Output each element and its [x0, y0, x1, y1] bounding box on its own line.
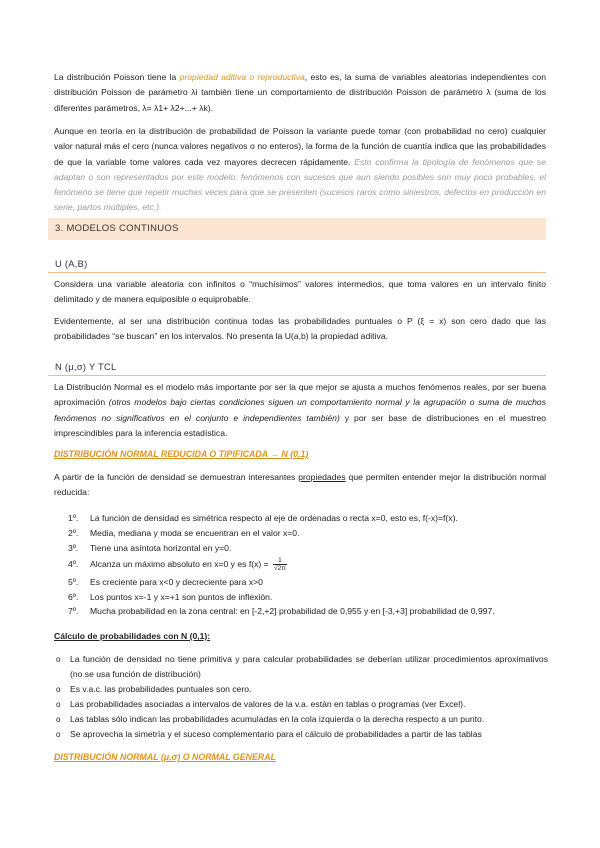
normal-heading-rule	[48, 375, 546, 376]
normal-p1-a: La Distribución Normal es el modelo más importante por ser la que mejor se ajusta a muchos fenómenos reales, por ser buena aproximación	[54, 382, 546, 408]
list-item	[56, 712, 548, 727]
p2-gray-note: Esto confirma la tipología de fenómenos que se adaptan o son representados por este modelo: fenómenos con sucesos que aun siendo posibles son muy poco probables, el fenómeno se tiene que repetir muchas veces para que se presenten (sucesos raros como siniestros, defectos en producción en serie, partos múltiples, etc.).	[54, 156, 546, 213]
list-item	[56, 682, 548, 697]
property-item	[68, 513, 458, 523]
list-item	[56, 652, 548, 683]
poisson-additive-paragraph	[54, 70, 546, 116]
property-number: 4º.	[68, 558, 79, 569]
bullet-icon: o	[56, 685, 61, 694]
property-number: 6º.	[68, 592, 79, 602]
property-number: 7º.	[68, 606, 79, 616]
property-item	[68, 557, 287, 572]
property-text: Tiene una asíntota horizontal en y=0.	[90, 543, 232, 553]
property-text: Alcanza un máximo absoluto en x=0 y es f(x) =	[90, 558, 272, 569]
property-item	[68, 543, 231, 553]
list-item-text: Se aprovecha la simetría y el suceso complementario para el cálculo de probabilidades a partir de las tablas	[70, 729, 482, 739]
property-text: Media, mediana y moda se encuentran en el valor x=0.	[90, 528, 300, 538]
poisson-theory-paragraph	[54, 124, 546, 216]
uniform-p1: Considera una variable aleatoria con infinitos o “muchísimos” valores intermedios, que toma valores en un intervalo finito delimitado y de manera equiposible o equiprobable.	[54, 279, 546, 305]
property-text: Mucha probabilidad en la zona central: en [-2,+2] probabilidad de 0,955 y en [-3,+3] probabilidad de 0,997.	[90, 606, 495, 616]
normal-paragraph	[54, 380, 546, 441]
list-item-text: La función de densidad no tiene primitiva y para calcular probabilidades se deberían utilizar procedimientos aproximativos (no se usa función de distribución)	[70, 654, 548, 680]
bullet-icon: o	[56, 700, 61, 709]
property-text: La función de densidad es simétrica respecto al eje de ordenadas o recta x=0, esto es, f(-x)=f(x).	[90, 513, 458, 523]
p1-text-a: La distribución Poisson tiene la	[54, 72, 180, 82]
bullet-icon: o	[56, 655, 61, 664]
calc-heading: Cálculo de probabilidades con N (0,1):	[54, 631, 211, 641]
uniform-p2: Evidentemente, al ser una distribución continua todas las probabilidades puntuales o P (ξ = x) son cero dado que las probabilidades “se buscan” en los intervalos. No presenta la U(a,b) la propiedad aditiva.	[54, 316, 546, 342]
density-max-fraction	[273, 557, 287, 572]
std-intro-a: A partir de la función de densidad se demuestran interesantes	[54, 472, 299, 482]
std-intro-b: que permiten entender mejor la distribución normal reducida:	[54, 472, 547, 498]
list-item-text: Las probabilidades asociadas a intervalos de valores de la v.a. están en tablas o programas (ver Excel).	[70, 699, 466, 709]
additive-property-link[interactable]: propiedad aditiva o reproductiva	[179, 72, 305, 82]
property-number: 2º.	[68, 528, 79, 538]
list-item-text: Las tablas sólo indican las probabilidades acumuladas en la cola izquierda o la derecha respecto a un punto.	[70, 714, 485, 724]
property-text: Los puntos x=-1 y x=+1 son puntos de inflexión.	[90, 592, 273, 602]
uniform-paragraph-1	[54, 277, 546, 308]
property-item	[68, 577, 263, 587]
general-normal-heading[interactable]: DISTRIBUCIÓN NORMAL (μ,σ) O NORMAL GENERAL	[54, 752, 276, 762]
uniform-paragraph-2	[54, 314, 546, 345]
uniform-heading: U (A,B)	[55, 259, 88, 269]
property-number: 5º.	[68, 577, 79, 587]
property-text: Es creciente para x<0 y decreciente para x>0	[90, 577, 263, 587]
uniform-heading-rule	[48, 272, 546, 273]
p1-text-b: , esto es, la suma de variables aleatorias independientes con distribución Poisson de parámetro λi también tiene un comportamiento de distribución Poisson de parámetro λ (suma de los diferentes parámetros, λ= λ1+ λ2+...+ λk).	[54, 72, 546, 113]
property-item	[68, 606, 495, 616]
fraction-numerator: 1	[278, 557, 282, 564]
property-item	[68, 592, 272, 602]
normal-p1-italic: (otros modelos bajo ciertas condiciones siguen un comportamiento normal y la agrupación o suma de muchos fenómenos no significativos en el conjunto e independientes también)	[54, 397, 547, 423]
p2-text-a: Aunque en teoría en la distribución de probabilidad de Poisson la variante puede tomar (con probabilidad no cero) cualquier valor natural más el cero (nunca valores negativos o no enteros), la forma de la función de cuantía indica que las probabilidades de que la variable tome valores cada vez mayores decrecen rápidamente.	[54, 126, 546, 167]
property-number: 3º.	[68, 543, 79, 553]
list-item	[56, 697, 548, 712]
std-normal-heading[interactable]: DISTRIBUCIÓN NORMAL REDUCIDA O TIPIFICADA → N (0,1)	[54, 449, 309, 459]
normal-heading: N (μ,σ) Y TCL	[55, 362, 117, 372]
section-title: 3. MODELOS CONTINUOS	[55, 223, 179, 234]
fraction-denominator: √2π	[274, 565, 286, 572]
list-item	[56, 727, 548, 742]
bullet-icon: o	[56, 715, 61, 724]
property-item	[68, 528, 299, 538]
normal-p1-b: y por ser base de distribuciones en el muestreo imprescindibles para la inferencia estadística.	[54, 412, 547, 438]
list-item-text: Es v.a.c. las probabilidades puntuales son cero.	[70, 684, 252, 694]
bullet-icon: o	[56, 730, 61, 739]
property-number: 1º.	[68, 513, 79, 523]
std-normal-intro	[54, 470, 546, 501]
properties-link[interactable]: propiedades	[298, 472, 346, 482]
